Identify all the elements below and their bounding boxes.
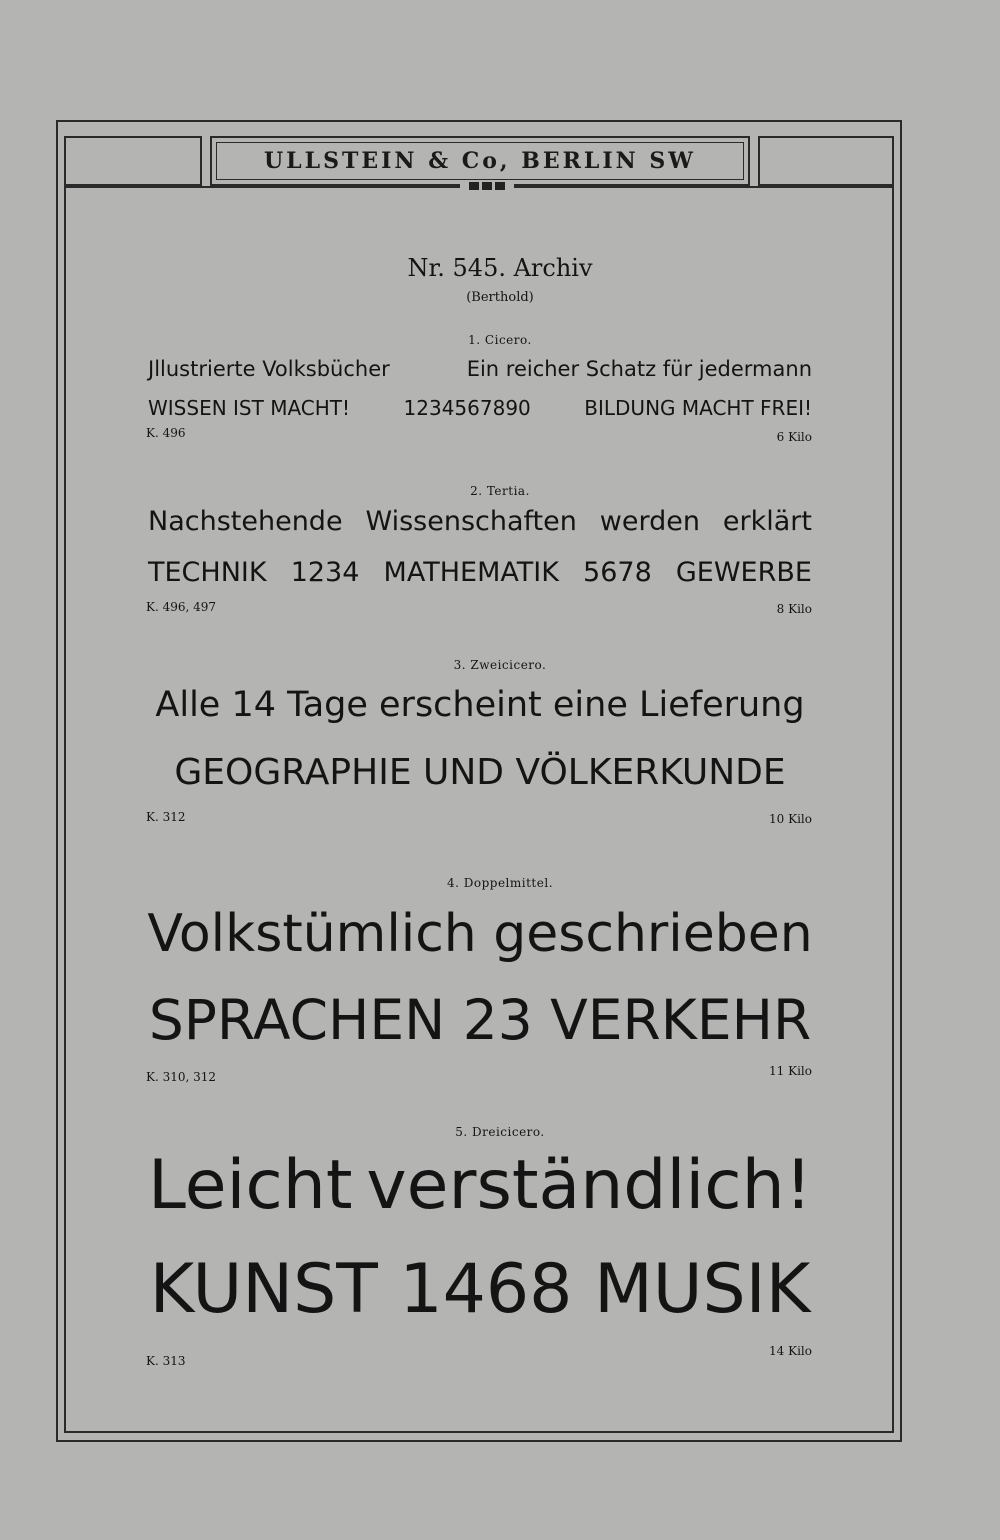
- specimen-text: 5678: [583, 557, 652, 588]
- specimen-text: 1234567890: [403, 396, 531, 420]
- header-right-panel: [758, 136, 894, 186]
- specimen-text: Jllustrierte Volksbücher: [148, 357, 390, 381]
- header-left-panel: [64, 136, 202, 186]
- weight-label: 14 Kilo: [769, 1344, 812, 1358]
- catalog-code: K. 310, 312: [146, 1070, 217, 1084]
- specimen-text: Volkstümlich geschrieben: [147, 904, 813, 964]
- page-title: Nr. 545. Archiv: [407, 254, 593, 282]
- specimen-text: verständlich!: [366, 1146, 812, 1225]
- specimen-dreicicero-line1: [148, 1146, 812, 1225]
- specimen-text: Alle 14 Tage erscheint eine Lieferung: [155, 685, 805, 725]
- weight-label: 6 Kilo: [776, 430, 812, 444]
- specimen-text: BILDUNG MACHT FREI!: [584, 396, 812, 420]
- specimen-tertia-line2: [148, 557, 812, 588]
- specimen-text: KUNST 1468 MUSIK: [149, 1250, 811, 1329]
- publisher-name: ULLSTEIN & Co, BERLIN SW: [263, 148, 696, 174]
- specimen-text: SPRACHEN 23 VERKEHR: [148, 988, 812, 1052]
- header: [64, 136, 894, 186]
- weight-label: 8 Kilo: [776, 602, 812, 616]
- catalog-code: K. 496: [146, 426, 186, 440]
- specimen-zweicicero-line1: [148, 685, 812, 725]
- catalog-code: K. 496, 497: [146, 600, 217, 614]
- specimen-doppelmittel-line2: [148, 988, 812, 1052]
- size-label-cicero: 1. Cicero.: [468, 333, 532, 347]
- specimen-dreicicero-line2: [148, 1250, 812, 1329]
- header-title-panel: [210, 136, 750, 186]
- catalog-code: K. 313: [146, 1354, 186, 1368]
- specimen-text: 1234: [290, 557, 360, 588]
- specimen-text: GEOGRAPHIE UND VÖLKERKUNDE: [174, 752, 786, 793]
- size-label-dreicicero: 5. Dreicicero.: [455, 1125, 545, 1139]
- size-label-zweicicero: 3. Zweicicero.: [453, 658, 547, 672]
- specimen-text: TECHNIK: [148, 557, 267, 588]
- specimen-text: Ein reicher Schatz für jedermann: [466, 357, 812, 381]
- specimen-doppelmittel-line1: [148, 904, 812, 964]
- specimen-text: GEWERBE: [675, 557, 812, 588]
- specimen-cicero-line1: [148, 357, 812, 381]
- specimen-cicero-line2: [148, 396, 812, 420]
- size-label-doppelmittel: 4. Doppelmittel.: [446, 876, 554, 890]
- specimen-zweicicero-line2: [148, 752, 812, 793]
- specimen-tertia-line1: [148, 506, 812, 537]
- specimen-text: Wissenschaften: [365, 506, 577, 537]
- ornament-blocks: [460, 181, 514, 191]
- specimen-text: MATHEMATIK: [383, 557, 559, 588]
- catalog-code: K. 312: [146, 810, 186, 824]
- weight-label: 10 Kilo: [769, 812, 812, 826]
- specimen-text: WISSEN IST MACHT!: [148, 396, 351, 420]
- specimen-text: werden: [599, 506, 700, 537]
- specimen-text: Nachstehende: [148, 506, 343, 537]
- weight-label: 11 Kilo: [769, 1064, 812, 1078]
- specimen-text: erklärt: [722, 506, 812, 537]
- page-subtitle: (Berthold): [466, 290, 534, 305]
- size-label-tertia: 2. Tertia.: [470, 484, 530, 498]
- specimen-text: Leicht: [148, 1146, 353, 1225]
